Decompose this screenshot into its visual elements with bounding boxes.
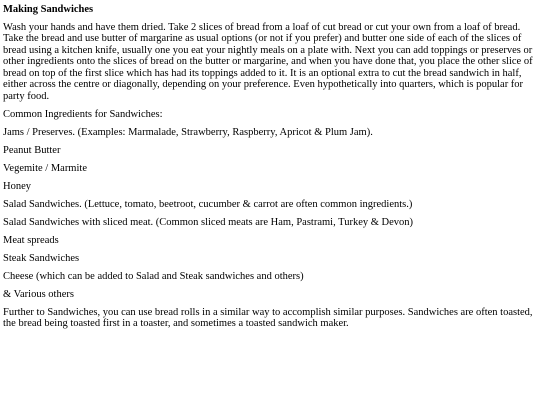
page-title: Making Sandwiches (3, 4, 94, 15)
ingredient-item: Cheese (which can be added to Salad and Steak sandwiches and others) (3, 270, 304, 282)
closing-paragraph: Further to Sandwiches, you can use bread rolls in a similar way to accomplish similar purposes. Sandwiches are often toasted, the bread being toasted first in a toaster, and sometimes a toasted sandwich maker. (3, 306, 533, 329)
ingredient-item: Peanut Butter (3, 144, 61, 156)
ingredient-item: Salad Sandwiches. (Lettuce, tomato, beetroot, cucumber & carrot are often common ingredients.) (3, 198, 413, 210)
intro-paragraph: Wash your hands and have them dried. Take 2 slices of bread from a loaf of cut bread or cut your own from a loaf of bread. Take the bread and use butter of margarine as usual options (or not if you prefer) and butter one side of each of the slices of bread using a kitchen knife, usually one you eat your nightly meals on a plate with. Next you can add toppings or preserves or other ingredients onto the slices of bread on the butter or margarine, and when you have done that, you place the other slice of bread on top of the first slice which has had its toppings added to it. It is an optional extra to cut the bread sandwich in half, either across the centre or diagonally, depending on your preference. Even hypothetically into quarters, which is popular for party food. (3, 21, 533, 102)
ingredient-item: & Various others (3, 288, 74, 300)
ingredient-item: Vegemite / Marmite (3, 162, 87, 174)
ingredient-item: Steak Sandwiches (3, 252, 80, 264)
ingredient-item: Jams / Preserves. (Examples: Marmalade, Strawberry, Raspberry, Apricot & Plum Jam). (3, 126, 373, 138)
ingredient-item: Honey (3, 180, 31, 192)
ingredient-item: Salad Sandwiches with sliced meat. (Common sliced meats are Ham, Pastrami, Turkey & Devon) (3, 216, 414, 228)
ingredients-heading: Common Ingredients for Sandwiches: (3, 108, 163, 120)
ingredient-item: Meat spreads (3, 234, 59, 246)
